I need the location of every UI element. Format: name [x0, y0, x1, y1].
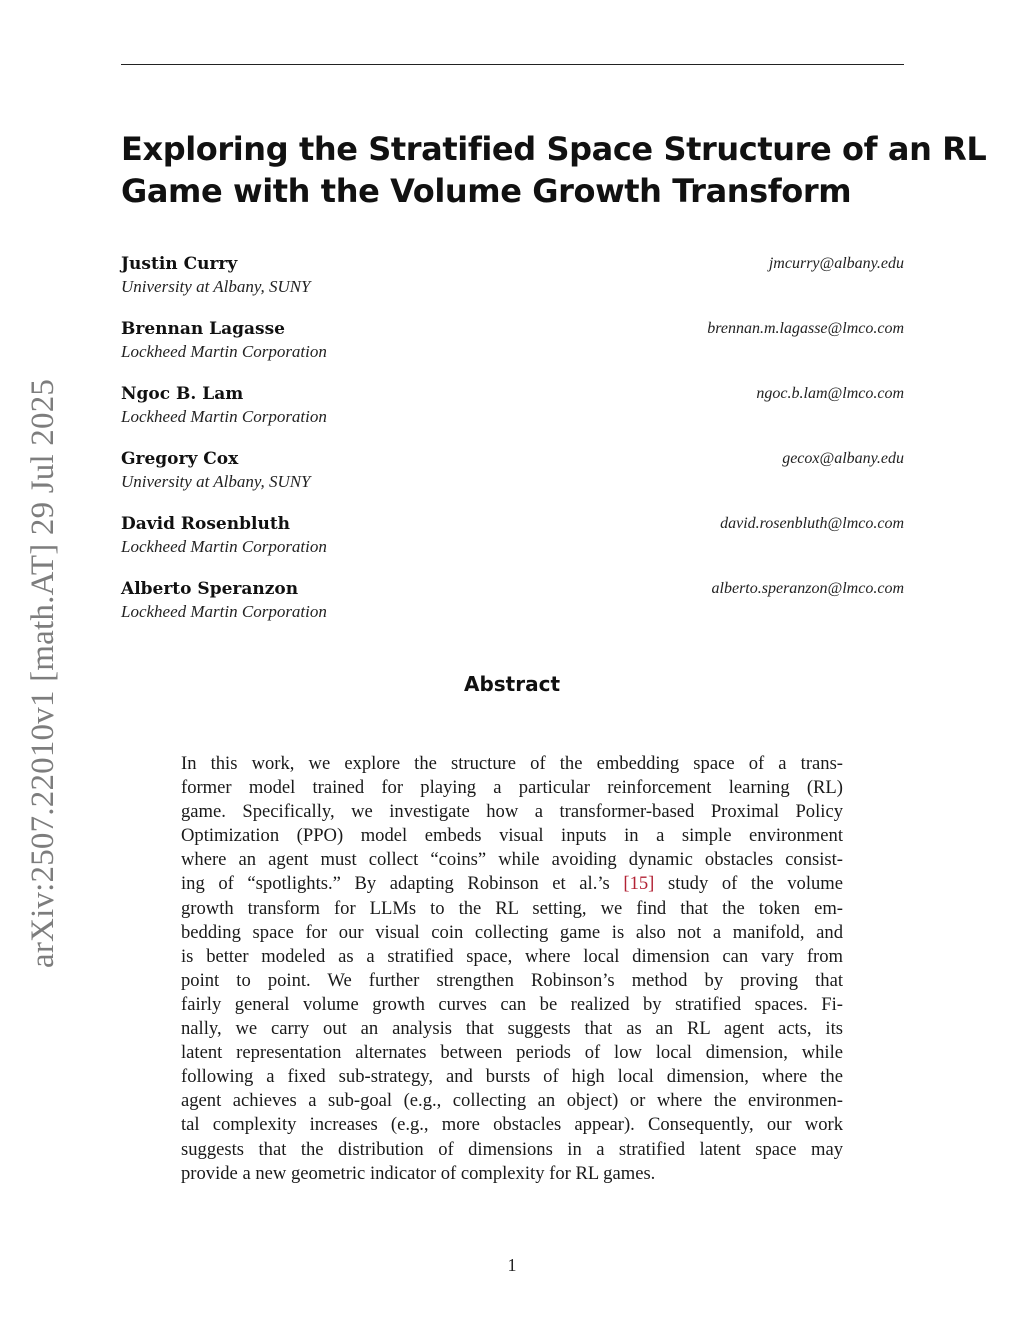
author-email[interactable]: david.rosenbluth@lmco.com — [720, 515, 904, 532]
abstract-heading: Abstract — [463, 672, 561, 696]
author-affiliation: University at Albany, SUNY — [121, 277, 311, 296]
abstract-line: following a fixed sub-strategy, and bursts of high local dimension, where the — [181, 1066, 843, 1088]
abstract-body — [181, 752, 843, 1186]
abstract-line: In this work, we explore the structure of the embedding space of a trans- — [181, 753, 843, 774]
abstract-line: latent representation alternates between periods of low local dimension, while — [181, 1042, 843, 1064]
title-line-1: Exploring the Stratified Space Structure of an RL — [121, 130, 987, 168]
author-block — [121, 384, 904, 430]
author-affiliation: Lockheed Martin Corporation — [121, 407, 327, 426]
abstract-line: growth transform for LLMs to the RL setting, we find that the token em- — [181, 897, 843, 919]
top-rule — [121, 64, 904, 65]
author-affiliation: Lockheed Martin Corporation — [121, 537, 327, 556]
abstract-line: suggests that the distribution of dimensions in a stratified latent space may — [181, 1138, 843, 1160]
author-name: Alberto Speranzon — [121, 579, 299, 599]
title-line-2: Game with the Volume Growth Transform — [121, 172, 852, 210]
author-affiliation: University at Albany, SUNY — [121, 472, 311, 491]
abstract-line: game. Specifically, we investigate how a transformer-based Proximal Policy — [181, 801, 843, 823]
author-email[interactable]: brennan.m.lagasse@lmco.com — [707, 320, 904, 337]
author-block — [121, 514, 904, 560]
abstract-line: nally, we carry out an analysis that suggests that as an RL agent acts, its — [181, 1018, 843, 1040]
author-block — [121, 319, 904, 365]
citation-line-after: study of the volume — [654, 873, 843, 895]
author-name: Ngoc B. Lam — [121, 384, 244, 404]
abstract-line: tal complexity increases (e.g., more obstacles appear). Consequently, our work — [181, 1114, 843, 1136]
arxiv-identifier-stamp: arXiv:2507.22010v1 [math.AT] 29 Jul 2025 — [25, 378, 61, 968]
abstract-line: agent achieves a sub-goal (e.g., collecting an object) or where the environmen- — [181, 1090, 843, 1112]
author-name: Gregory Cox — [121, 449, 239, 469]
author-block — [121, 254, 904, 300]
abstract-line: provide a new geometric indicator of complexity for RL games. — [181, 1162, 656, 1184]
citation-link[interactable]: [15] — [623, 873, 655, 895]
author-email[interactable]: jmcurry@albany.edu — [768, 255, 904, 272]
author-affiliation: Lockheed Martin Corporation — [121, 602, 327, 621]
author-name: Brennan Lagasse — [121, 319, 285, 339]
paper-title — [121, 128, 987, 212]
author-name: David Rosenbluth — [121, 514, 291, 534]
abstract-line: former model trained for playing a particular reinforcement learning (RL) — [181, 777, 843, 799]
abstract-line-with-citation — [181, 872, 843, 896]
author-email[interactable]: ngoc.b.lam@lmco.com — [756, 385, 904, 402]
page-number: 1 — [507, 1255, 517, 1275]
abstract-line: Optimization (PPO) model embeds visual inputs in a simple environment — [181, 825, 843, 847]
abstract-line: is better modeled as a stratified space, where local dimension can vary from — [181, 945, 843, 967]
abstract-line: where an agent must collect “coins” while avoiding dynamic obstacles consist- — [181, 849, 843, 871]
author-affiliation: Lockheed Martin Corporation — [121, 342, 327, 361]
author-name: Justin Curry — [121, 254, 238, 274]
author-email[interactable]: alberto.speranzon@lmco.com — [711, 580, 904, 597]
author-email[interactable]: gecox@albany.edu — [782, 450, 904, 467]
author-block — [121, 579, 904, 625]
abstract-line: bedding space for our visual coin collecting game is also not a manifold, and — [181, 921, 843, 943]
citation-line-before: ing of “spotlights.” By adapting Robinson et al.’s — [181, 873, 624, 895]
abstract-line: fairly general volume growth curves can be realized by stratified spaces. Fi- — [181, 993, 843, 1015]
author-block — [121, 449, 904, 495]
abstract-line: point to point. We further strengthen Robinson’s method by proving that — [181, 969, 843, 991]
